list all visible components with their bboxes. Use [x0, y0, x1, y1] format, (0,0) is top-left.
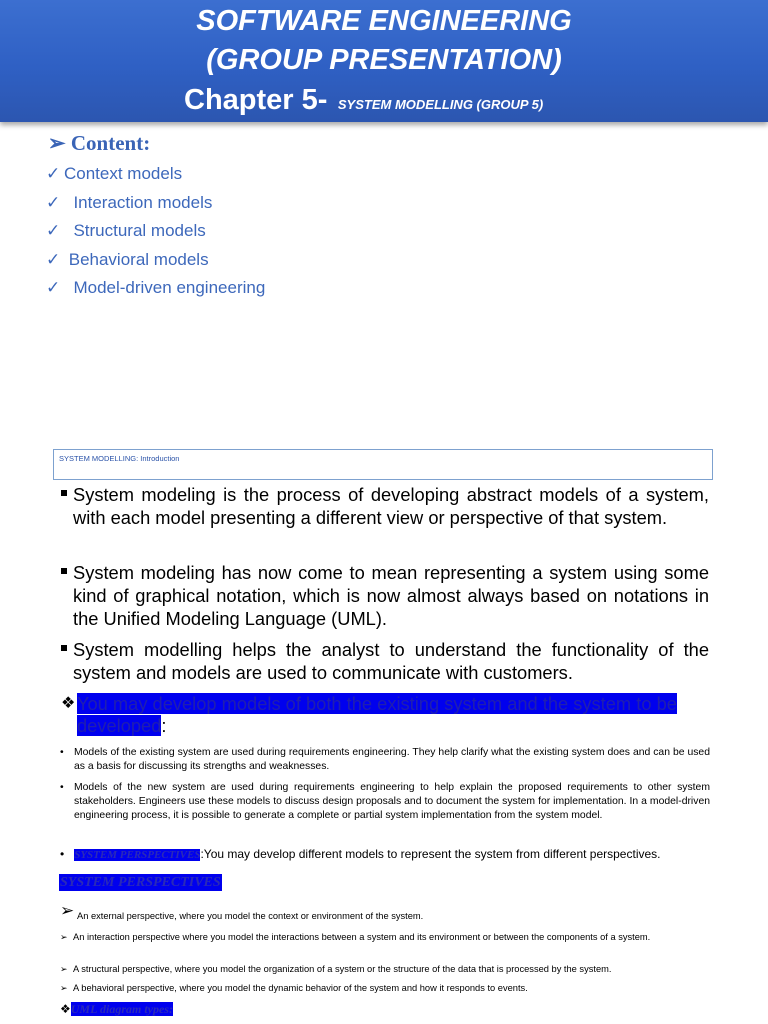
highlighted-text: You may develop models of both the existing system and the system to be developed	[77, 693, 677, 736]
dot-bullet-icon: •	[60, 847, 65, 861]
contents-item: ✓ Context models	[46, 164, 183, 183]
checkmark-icon: ✓	[46, 164, 61, 183]
perspective-item: ➢ A behavioral perspective, where you model the dynamic behavior of the system and how it responds to events.	[60, 983, 528, 993]
square-bullet-icon	[61, 568, 67, 574]
checkmark-icon: ✓	[46, 192, 61, 212]
uml-label: UML diagram types:	[70, 1002, 173, 1016]
contents-list	[46, 164, 265, 307]
diamond-bullet-icon: ❖	[60, 1002, 71, 1016]
section-title: SYSTEM MODELLING: Introduction	[59, 454, 180, 463]
arrow-bullet-icon: ➢	[48, 131, 66, 155]
bullet-point: System modeling has now come to mean representing a system using some kind of graphical notation, which is now almost always based on notations in the Unified Modeling Language (UML).	[61, 561, 709, 631]
checkmark-icon: ✓	[46, 221, 61, 240]
chapter-line	[184, 84, 543, 117]
presentation-title-line1: SOFTWARE ENGINEERING	[196, 5, 572, 37]
arrow-bullet-icon: ➢	[60, 964, 68, 974]
perspectives-heading: SYSTEM PERSPECTIVES	[60, 875, 221, 890]
contents-item: ✓ Structural models	[46, 221, 206, 240]
arrow-bullet-icon: ➢	[60, 932, 68, 942]
small-bullet: • Models of the new system are used during requirements engineering to help explain the proposed requirements to other system stakeholders. Engineers use these models to discuss design proposals and to document the system for implementation. In a model-driven engineering process, it is possible to generate a complete or partial system implementation from the system model.	[60, 782, 710, 821]
arrow-bullet-icon: ➢	[60, 901, 75, 920]
chapter-label: Chapter 5-	[184, 84, 328, 116]
highlighted-statement: ❖ You may develop models of both the existing system and the system to be developed:	[61, 693, 677, 736]
perspectives-label: SYSTEM PERSPECTIVES	[74, 849, 201, 861]
contents-item: ✓ Model-driven engineering	[46, 278, 266, 297]
presentation-title-line2: (GROUP PRESENTATION)	[206, 44, 562, 76]
small-bullet: • Models of the existing system are used during requirements engineering. They help clarify what the existing system does and can be used as a basis for discussing its strengths and weaknesses.	[60, 747, 710, 772]
square-bullet-icon	[61, 490, 67, 496]
chapter-subtitle: SYSTEM MODELLING (GROUP 5)	[337, 97, 544, 112]
title-banner	[0, 0, 768, 122]
bullet-point: System modelling helps the analyst to understand the functionality of the system and models are used to communicate with customers.	[61, 638, 709, 684]
dot-bullet-icon: •	[60, 747, 64, 758]
arrow-bullet-icon: ➢	[60, 983, 68, 993]
bullet-point: System modeling is the process of developing abstract models of a system, with each model presenting a different view or perspective of that system.	[61, 483, 709, 529]
perspective-item: ➢ An external perspective, where you model the context or environment of the system.	[60, 901, 424, 921]
contents-item: ✓ Interaction models	[46, 192, 213, 212]
perspectives-intro: • SYSTEM PERSPECTIVES:You may develop different models to represent the system from different perspectives.	[60, 847, 661, 861]
contents-title: Content:	[70, 131, 151, 155]
contents-item: ✓ Behavioral models	[46, 249, 209, 269]
uml-heading	[60, 1001, 173, 1017]
perspective-item: ➢ A structural perspective, where you model the organization of a system or the structure of the data that is processed by the system.	[60, 964, 612, 974]
perspective-item: ➢ An interaction perspective where you model the interactions between a system and its environment or between the components of a system.	[60, 932, 651, 942]
diamond-bullet-icon: ❖	[61, 695, 76, 712]
section-title-box	[53, 449, 713, 480]
dot-bullet-icon: •	[60, 782, 64, 793]
contents-heading	[48, 131, 150, 156]
square-bullet-icon	[61, 645, 67, 651]
checkmark-icon: ✓	[46, 278, 61, 297]
checkmark-icon: ✓	[46, 249, 61, 269]
